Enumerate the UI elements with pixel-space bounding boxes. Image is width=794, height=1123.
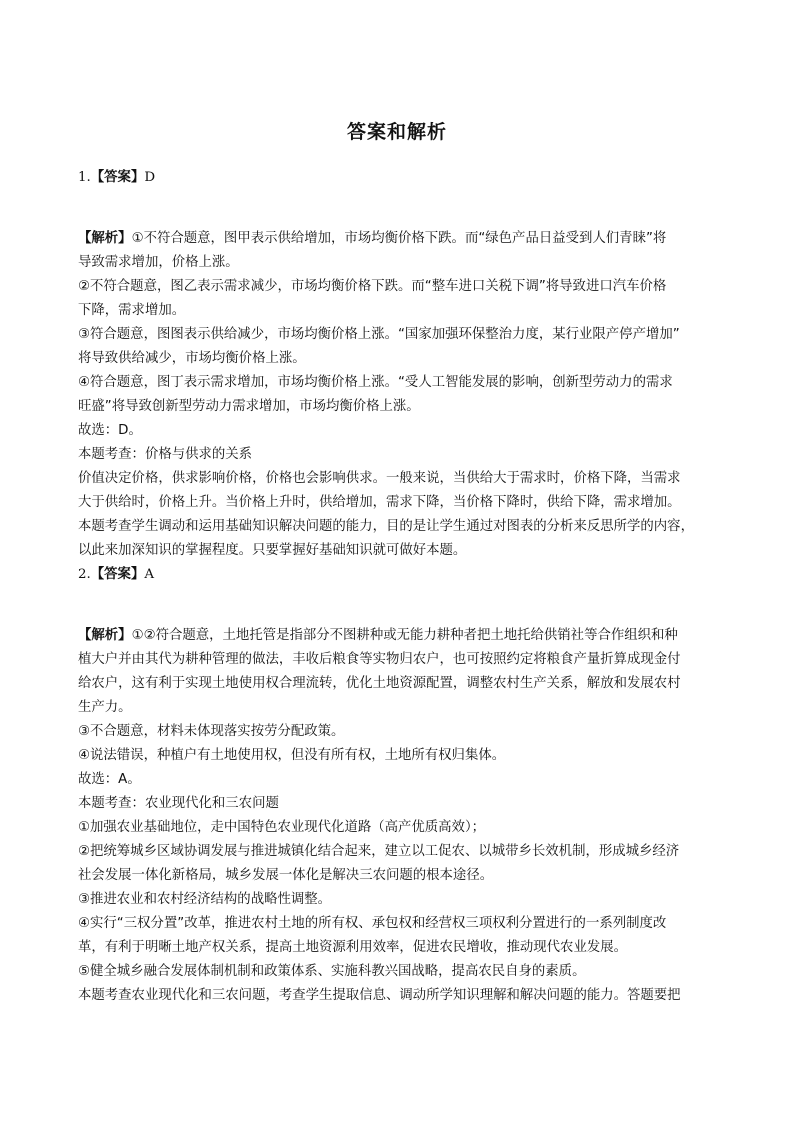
q1-analysis-line: 本题考查：价格与供求的关系: [78, 447, 253, 462]
q2-analysis-line: ④说法错误，种植户有土地使用权，但没有所有权，土地所有权归集体。: [78, 748, 506, 763]
q1-analysis-line: 旺盛”将导致创新型劳动力需求增加，市场均衡价格上涨。: [78, 399, 420, 414]
q2-analysis-line: 植大户并由其代为耕种管理的做法，丰收后粮食等实物归农户，也可按照约定将粮食产量折算成现金付: [78, 652, 681, 667]
q1-analysis-text: ①不符合题意，图甲表示供给增加，市场均衡价格下跌。而“绿色产品日益受到人们青睐”将: [131, 231, 667, 246]
q1-answer-tag: 【答案】: [90, 170, 145, 185]
q2-number: 2.: [78, 567, 91, 582]
q1-analysis-line: 大于供给时，价格上升。当价格上升时，供给增加，需求下降，当价格下降时，供给下降，需求增加。: [78, 495, 681, 510]
q1-analysis-line: 将导致供给减少，市场均衡价格上涨。: [78, 351, 306, 366]
q2-analysis-line: ②把统筹城乡区域协调发展与推进城镇化结合起来，建立以工促农、以城带乡长效机制，形成城乡经济: [78, 844, 680, 859]
q1-analysis-line: ④符合题意，图丁表示需求增加，市场均衡价格上涨。“受人工智能发展的影响，创新型劳动力的需求: [78, 375, 673, 390]
q2-analysis-line: 革，有利于明晰土地产权关系，提高土地资源利用效率，促进农民增收，推动现代农业发展。: [78, 940, 628, 955]
q1-analysis-line: 价值决定价格，供求影响价格，价格也会影响供求。一般来说，当供给大于需求时，价格下降，当需求: [78, 471, 681, 486]
page-title: 答案和解析: [346, 121, 447, 143]
q1-analysis-line: 导致需求增加，价格上涨。: [78, 255, 239, 270]
q2-analysis-tag: 【解析】: [78, 628, 132, 643]
q1-number: 1.: [78, 170, 91, 185]
q2-analysis-line: 给农户，这有利于实现土地使用权合理流转，优化土地资源配置，调整农村生产关系，解放和发展农村: [78, 676, 681, 691]
q1-analysis-line: 下降，需求增加。: [78, 303, 186, 318]
q2-analysis-line: 故选：A。: [78, 772, 141, 787]
q2-analysis-line: [78, 626, 720, 646]
q2-analysis-line: ③不合题意，材料未体现落实按劳分配政策。: [78, 724, 345, 739]
q2-analysis-line: ①加强农业基础地位，走中国特色农业现代化道路（高产优质高效）；: [78, 820, 486, 835]
q1-analysis-tag: 【解析】: [78, 231, 132, 246]
q1-analysis-line: 以此来加深知识的掌握程度。只要掌握好基础知识就可做好本题。: [78, 543, 467, 558]
q1-analysis-line: ②不符合题意，图乙表示需求减少，市场均衡价格下跌。而“整车进口关税下调”将导致进口汽车价格: [78, 279, 667, 294]
q1-analysis-line: 故选：D。: [78, 423, 142, 438]
q2-analysis-line: ③推进农业和农村经济结构的战略性调整。: [78, 892, 332, 907]
q1-analysis-line: 本题考查学生调动和运用基础知识解决问题的能力，目的是让学生通过对图表的分析来反思所学的内容，: [78, 519, 694, 534]
q1-analysis-line: ③符合题意，图图表示供给减少，市场均衡价格上涨。“国家加强环保整治力度，某行业限产停产增加”: [78, 327, 680, 342]
q1-answer-value: D: [144, 170, 156, 185]
q1-analysis-line: [78, 229, 720, 249]
q2-answer-tag: 【答案】: [90, 567, 145, 582]
q2-analysis-line: ④实行“三权分置”改革，推进农村土地的所有权、承包权和经营权三项权利分置进行的一系列制度改: [78, 916, 667, 931]
q2-answer-line: [78, 565, 720, 585]
q2-analysis-line: 本题考查：农业现代化和三农问题: [78, 796, 279, 811]
q2-answer-value: A: [144, 567, 155, 582]
q2-analysis-line: 生产力。: [78, 700, 132, 715]
q2-analysis-text: ①②符合题意，土地托管是指部分不图耕种或无能力耕种者把土地托给供销社等合作组织和种: [131, 628, 678, 643]
q2-analysis-line: 本题考查农业现代化和三农问题，考查学生提取信息、调动所学知识理解和解决问题的能力。答题要把: [78, 988, 681, 1003]
q2-analysis-line: 社会发展一体化新格局，城乡发展一体化是解决三农问题的根本途径。: [78, 868, 494, 883]
q2-analysis-line: ⑤健全城乡融合发展体制机制和政策体系、实施科教兴国战略，提高农民自身的素质。: [78, 964, 586, 979]
q1-answer-line: [78, 168, 720, 188]
